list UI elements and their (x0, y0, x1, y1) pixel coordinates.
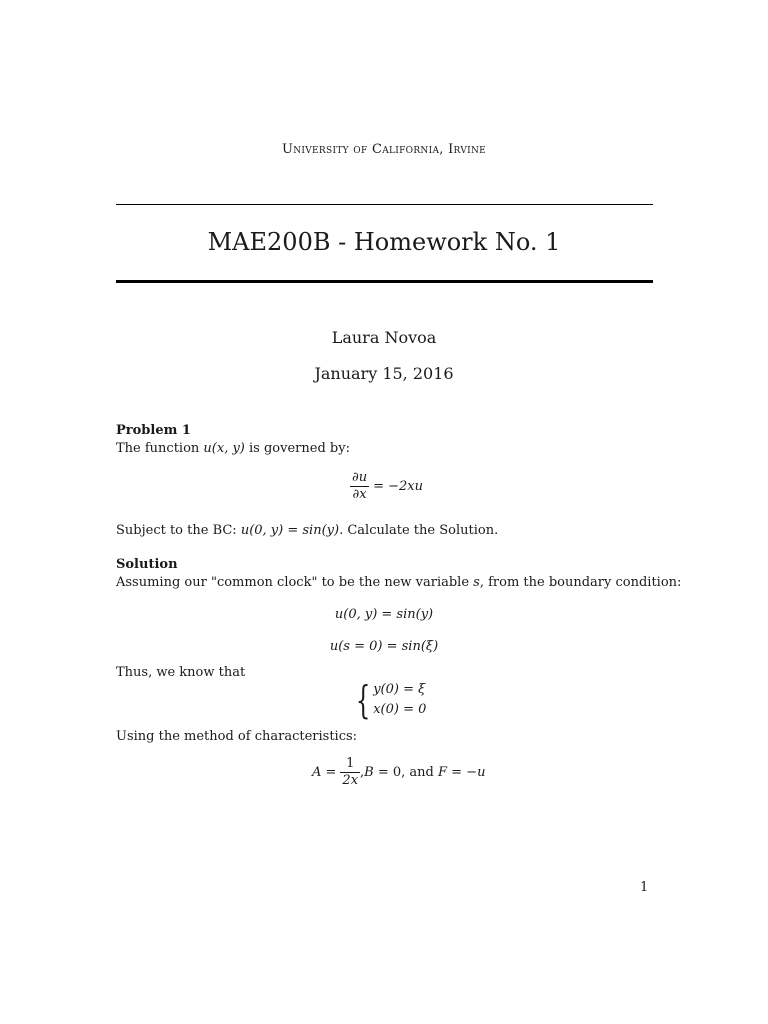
coef-b-label: B (364, 764, 374, 780)
title-rule-top (116, 204, 653, 205)
solution-intro-suffix: , from the boundary condition: (479, 575, 682, 590)
coef-a-numerator: 1 (340, 756, 360, 773)
initial-conditions-system (351, 680, 426, 720)
problem-heading: Problem 1 (116, 423, 191, 438)
method-text: Using the method of characteristics: (116, 729, 358, 744)
problem-intro-prefix: The function (116, 441, 204, 456)
solution-heading: Solution (116, 557, 178, 572)
problem-intro-suffix: is governed by: (244, 441, 350, 456)
thus-text: Thus, we know that (116, 665, 246, 680)
bc-equation-2: u(s = 0) = sin(ξ) (329, 639, 439, 654)
boundary-condition (116, 522, 498, 540)
coef-a-fraction (340, 756, 360, 789)
document-title: MAE200B - Homework No. 1 (207, 228, 561, 256)
system-line-2: x(0) = 0 (373, 702, 427, 717)
fraction-denominator: ∂x (352, 487, 367, 502)
fraction-numerator: ∂u (352, 470, 368, 485)
solution-intro-prefix: Assuming our "common clock" to be the new variable (116, 575, 474, 590)
document-date: January 15, 2016 (314, 364, 454, 383)
coef-f-label: F (438, 764, 448, 780)
function-notation: u(x, y) (203, 441, 245, 456)
left-brace-icon: { (355, 678, 371, 722)
solution-intro (116, 574, 681, 592)
title-rule-bottom (116, 280, 653, 283)
clock-variable: s (473, 575, 480, 590)
bc-equation-1: u(0, y) = sin(y) (334, 607, 434, 622)
equation-rhs: = −2xu (373, 478, 424, 494)
coef-sep-2: = 0, and (373, 764, 439, 780)
coef-f-value: = −u (447, 764, 486, 780)
system-line-1: y(0) = ξ (373, 682, 426, 697)
governing-equation (350, 470, 423, 503)
author-name: Laura Novoa (331, 328, 437, 347)
page-number: 1 (640, 880, 649, 895)
coef-a-denominator: 2x (342, 773, 359, 788)
bc-prefix: Subject to the BC: (116, 523, 241, 538)
coefficients-equation (312, 756, 485, 789)
coef-sep-1: , (360, 764, 365, 780)
coef-a-label: A = (312, 764, 337, 780)
partial-derivative-fraction (350, 470, 369, 503)
problem-intro (116, 440, 350, 458)
system-lines (373, 680, 426, 720)
bc-suffix: . Calculate the Solution. (339, 523, 499, 538)
bc-equation: u(0, y) = sin(y) (240, 523, 340, 538)
university-header: University of California, Irvine (281, 142, 487, 157)
